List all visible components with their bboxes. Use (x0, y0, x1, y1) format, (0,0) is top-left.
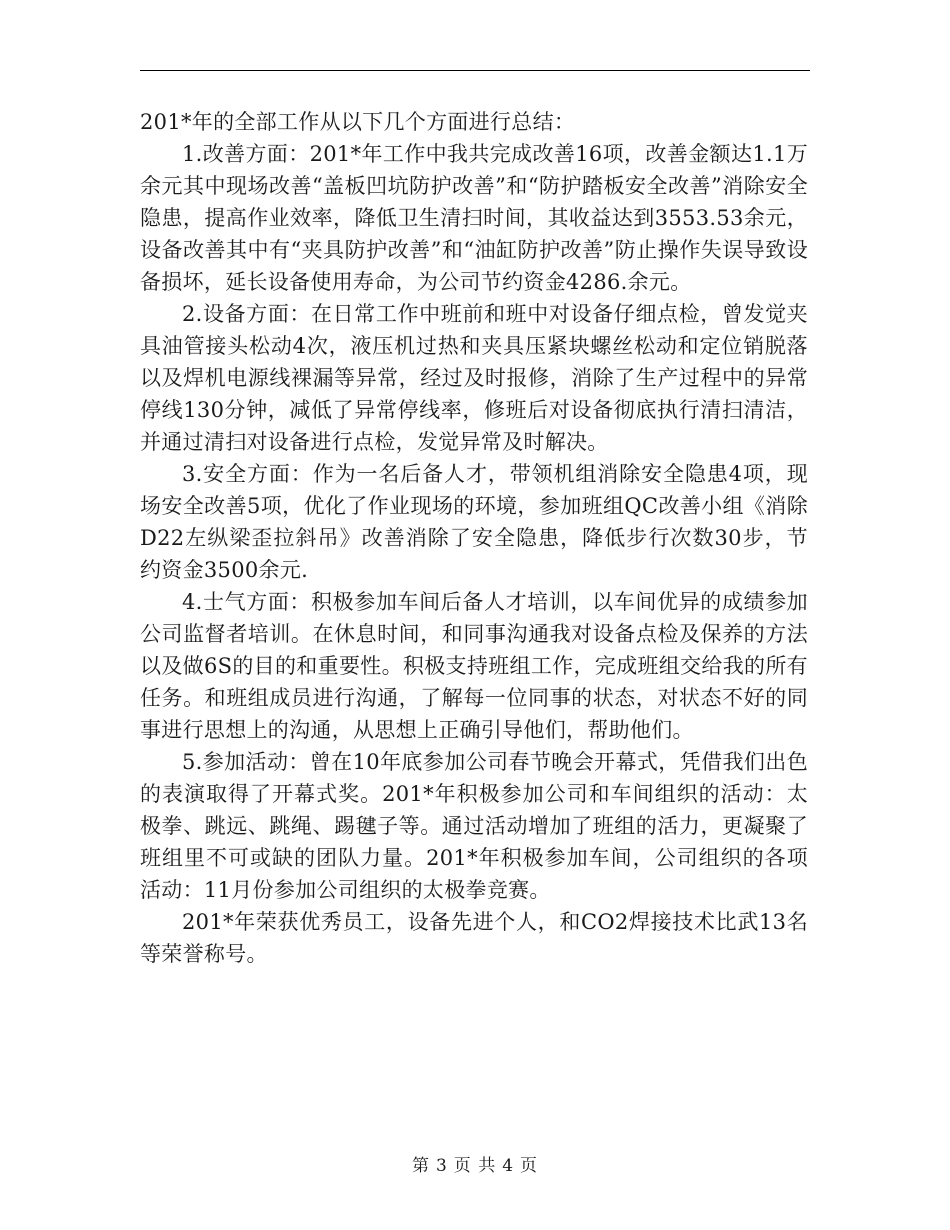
paragraph-equipment: 2.设备方面：在日常工作中班前和班中对设备仔细点检，曾发觉夹具油管接头松动4次，液压机过热和夹具压紧块螺丝松动和定位销脱落以及焊机电源线裸漏等异常，经过及时报修，消除了生产过程中的异常停线130分钟，减低了异常停线率，修班后对设备彻底执行清扫清洁，并通过清扫对设备进行点检，发觉异常及时解决。 (140, 302, 808, 454)
footer-prefix: 第 (411, 1156, 430, 1176)
paragraph-morale: 4.士气方面：积极参加车间后备人才培训，以车间优异的成绩参加公司监督者培训。在休息时间，和同事沟通我对设备点检及保养的方法以及做6S的目的和重要性。积极支持班组工作，完成班组交给我的所有任务。和班组成员进行沟通，了解每一位同事的状态，对状态不好的同事进行思想上的沟通，从思想上正确引导他们，帮助他们。 (140, 590, 808, 742)
page-footer (0, 1151, 950, 1176)
paragraph-honors: 201*年荣获优秀员工，设备先进个人，和CO2焊接技术比武13名等荣誉称号。 (140, 910, 808, 966)
footer-page-number: 3 (435, 1156, 448, 1176)
paragraph-improvement: 1.改善方面：201*年工作中我共完成改善16项，改善金额达1.1万余元其中现场改善“盖板凹坑防护改善”和“防护踏板安全改善”消除安全隐患，提高作业效率，降低卫生清扫时间，其收益达到3553.53余元，设备改善其中有“夹具防护改善”和“油缸防护改善”防止操作失误导致设备损坏，延长设备使用寿命，为公司节约资金4286.余元。 (140, 142, 808, 294)
paragraph-activities: 5.参加活动：曾在10年底参加公司春节晚会开幕式，凭借我们出色的表演取得了开幕式奖。201*年积极参加公司和车间组织的活动：太极拳、跳远、跳绳、踢毽子等。通过活动增加了班组的活力，更凝聚了班组里不可或缺的团队力量。201*年积极参加车间，公司组织的各项活动：11月份参加公司组织的太极拳竞赛。 (140, 750, 808, 902)
document-body (140, 106, 808, 970)
footer-suffix: 页 (520, 1156, 539, 1176)
paragraph-intro: 201*年的全部工作从以下几个方面进行总结： (140, 110, 576, 134)
paragraph-safety: 3.安全方面：作为一名后备人才，带领机组消除安全隐患4项，现场安全改善5项，优化了作业现场的环境，参加班组QC改善小组《消除D22左纵梁歪拉斜吊》改善消除了安全隐患，降低步行次数30步，节约资金3500余元. (140, 462, 808, 582)
footer-total-pages: 4 (502, 1156, 515, 1176)
header-rule (140, 70, 810, 71)
footer-middle: 页 共 (453, 1156, 497, 1176)
